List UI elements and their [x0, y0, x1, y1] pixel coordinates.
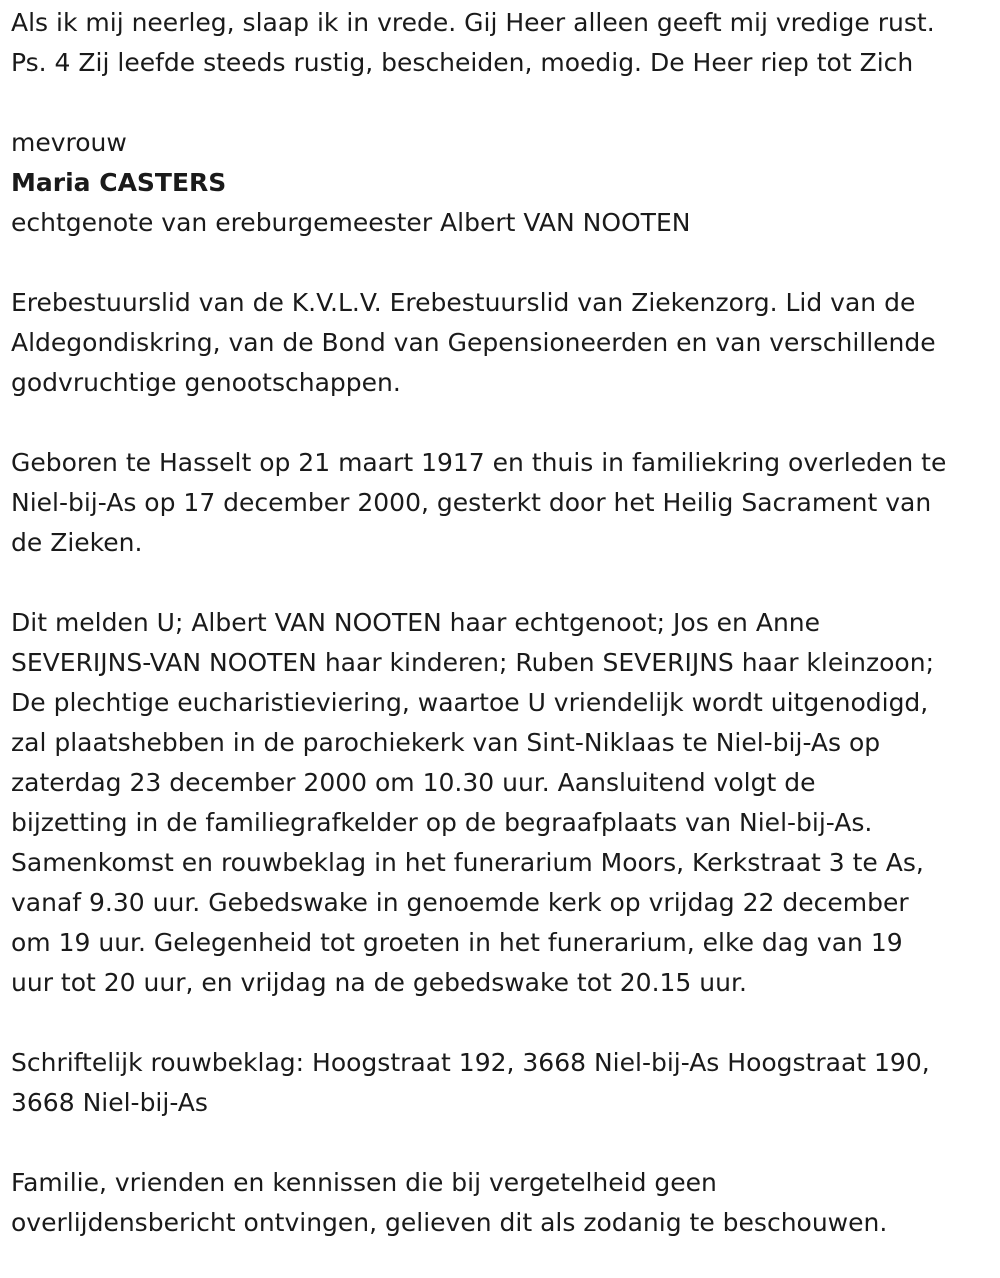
spacer [11, 243, 990, 283]
closing-note-line: Familie, vrienden en kennissen die bij vergetelheid geen [11, 1168, 717, 1197]
birth-death-paragraph [11, 443, 990, 563]
spacer [11, 1003, 990, 1043]
opening-quote [11, 3, 990, 83]
quote-line: Ps. 4 Zij leefde steeds rustig, bescheiden, moedig. De Heer riep tot Zich [11, 48, 914, 77]
deceased-name: Maria CASTERS [11, 168, 227, 197]
announcement-line: om 19 uur. Gelegenheid tot groeten in het funerarium, elke dag van 19 [11, 928, 903, 957]
spacer [11, 563, 990, 603]
spacer [11, 83, 990, 123]
announcement-line: uur tot 20 uur, en vrijdag na de gebedswake tot 20.15 uur. [11, 968, 747, 997]
birth-death-line: Geboren te Hasselt op 21 maart 1917 en thuis in familiekring overleden te [11, 448, 947, 477]
birth-death-line: de Zieken. [11, 528, 143, 557]
spacer [11, 1123, 990, 1163]
announcement-line: bijzetting in de familiegrafkelder op de begraafplaats van Niel-bij-As. [11, 808, 873, 837]
announcement-line: zaterdag 23 december 2000 om 10.30 uur. Aansluitend volgt de [11, 768, 816, 797]
deceased-heading [11, 123, 990, 243]
announcement-line: Dit melden U; Albert VAN NOOTEN haar echtgenoot; Jos en Anne [11, 608, 821, 637]
announcement-line: De plechtige eucharistieviering, waartoe U vriendelijk wordt uitgenodigd, [11, 688, 929, 717]
memberships-paragraph [11, 283, 990, 403]
closing-note-line: overlijdensbericht ontvingen, gelieven dit als zodanig te beschouwen. [11, 1208, 888, 1237]
announcement-line: SEVERIJNS-VAN NOOTEN haar kinderen; Ruben SEVERIJNS haar kleinzoon; [11, 648, 934, 677]
spouse-line: echtgenote van ereburgemeester Albert VAN NOOTEN [11, 208, 691, 237]
condolence-address-line: Schriftelijk rouwbeklag: Hoogstraat 192, 3668 Niel-bij-As Hoogstraat 190, [11, 1048, 930, 1077]
birth-death-line: Niel-bij-As op 17 december 2000, gesterkt door het Heilig Sacrament van [11, 488, 932, 517]
quote-line: Als ik mij neerleg, slaap ik in vrede. Gij Heer alleen geeft mij vredige rust. [11, 8, 935, 37]
memberships-line: Erebestuurslid van de K.V.L.V. Erebestuurslid van Ziekenzorg. Lid van de [11, 288, 916, 317]
closing-note-paragraph [11, 1163, 990, 1243]
condolence-address-paragraph [11, 1043, 990, 1123]
announcement-line: zal plaatshebben in de parochiekerk van Sint-Niklaas te Niel-bij-As op [11, 728, 881, 757]
memberships-line: godvruchtige genootschappen. [11, 368, 401, 397]
memberships-line: Aldegondiskring, van de Bond van Gepensioneerden en van verschillende [11, 328, 936, 357]
title-prefix: mevrouw [11, 128, 127, 157]
announcement-line: vanaf 9.30 uur. Gebedswake in genoemde kerk op vrijdag 22 december [11, 888, 909, 917]
announcement-paragraph [11, 603, 990, 1003]
announcement-line: Samenkomst en rouwbeklag in het funerarium Moors, Kerkstraat 3 te As, [11, 848, 924, 877]
spacer [11, 403, 990, 443]
condolence-address-line: 3668 Niel-bij-As [11, 1088, 208, 1117]
